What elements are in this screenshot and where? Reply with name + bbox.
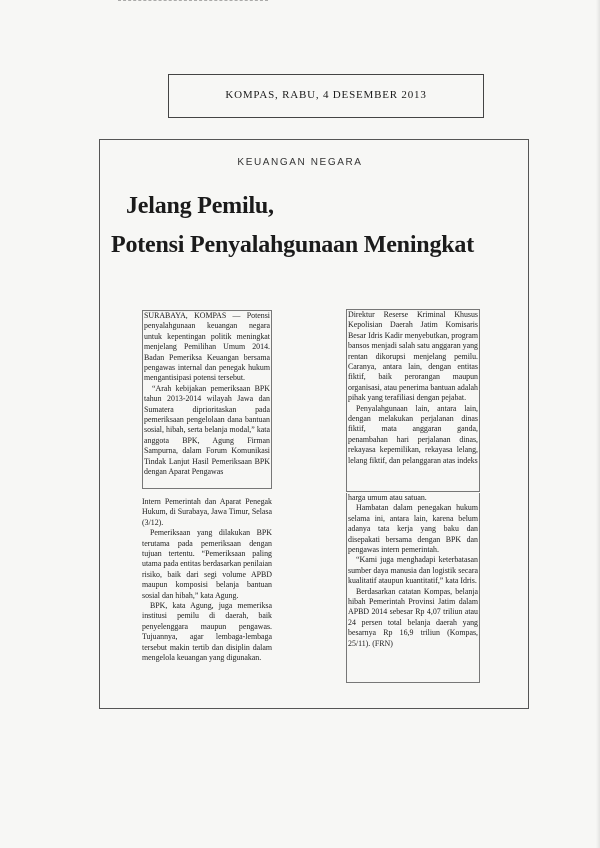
paragraph: BPK, kata Agung, juga memeriksa institusi pemilu di daerah, baik penyelenggara maupun pengawas. Tujuannya, agar lembaga-lembaga tersebut makin tertib dan disiplin dalam mengelola keuangan yang digunakan. — [142, 601, 272, 663]
dateline-box — [168, 74, 484, 118]
paragraph: SURABAYA, KOMPAS — Potensi penyalahgunaan keuangan negara untuk kepentingan politik meningkat menjelang Pemilihan Umum 2014. Badan Pemeriksa Keuangan bersama pengawas internal dan penegak hukum mengantisipasi potensi tersebut. — [144, 311, 270, 383]
paragraph: Penyalahgunaan lain, antara lain, dengan melakukan perjalanan dinas fiktif, mata anggaran ganda, penambahan hari perjalanan dinas, rekayasa kepemilikan, rekayasa lelang, lelang fiktif, dan pelanggaran atas indeks — [348, 403, 478, 465]
paragraph: Hambatan dalam penegakan hukum selama ini, antara lain, karena belum adanya tata kerja yang baku dan disepakati bersama dengan BPK dan pengawas intern pemerintah. — [348, 503, 478, 555]
paragraph: Pemeriksaan yang dilakukan BPK terutama pada pemeriksaan dengan tujuan tertentu. “Pemeriksaan paling utama pada entitas berdasarkan penilaian risiko, baik dari segi volume APBD maupun komposisi belanja bantuan sosial dan hibah,” kata Agung. — [142, 528, 272, 600]
article-column-2-top — [346, 309, 480, 492]
paragraph: “Kami juga menghadapi keterbatasan sumber daya manusia dan logistik secara kualitatif ataupun kuantitatif,” kata Idris. — [348, 555, 478, 586]
headline-line-2: Potensi Penyalahgunaan Meningkat — [111, 232, 474, 258]
paragraph: Berdasarkan catatan Kompas, belanja hibah Pemerintah Provinsi Jatim dalam APBD 2014 sebesar Rp 4,07 triliun atau 24 persen total belanja daerah yang besarnya Rp 16,9 triliun (Kompas, 25/11). (FRN) — [348, 586, 478, 648]
article-column-2-bottom — [346, 493, 480, 683]
paragraph: harga umum atau satuan. — [348, 493, 427, 502]
headline-line-1: Jelang Pemilu, — [126, 193, 274, 219]
page-edge-shadow — [596, 0, 600, 848]
article-column-1-top — [142, 310, 272, 489]
dateline: KOMPAS, RABU, 4 DESEMBER 2013 — [225, 89, 427, 101]
paragraph: Direktur Reserse Kriminal Khusus Kepolisian Daerah Jatim Komisaris Besar Idris Kadir menyebutkan, program bansos menjadi salah satu anggaran yang rentan dikorupsi menjelang pemilu. Caranya, antara lain, dengan entitas fiktif, baik perorangan maupun organisasi, atau penerima bantuan adalah pihak yang terafiliasi dengan pejabat. — [348, 310, 478, 403]
scan-edge-mark — [118, 0, 268, 4]
article-column-1-bottom — [142, 497, 272, 664]
section-rubric: KEUANGAN NEGARA — [237, 157, 363, 168]
paragraph: Intern Pemerintah dan Aparat Penegak Hukum, di Surabaya, Jawa Timur, Selasa (3/12). — [142, 497, 272, 527]
paragraph: “Arah kebijakan pemeriksaan BPK tahun 2013-2014 wilayah Jawa dan Sumatera diprioritaskan pada pemeriksaan pengelolaan dana bantuan sosial, hibah, serta belanja modal,” kata anggota BPK, Agung Firman Sampurna, dalam Forum Komunikasi Tindak Lanjut Hasil Pemeriksaan BPK dengan Aparat Pengawas — [144, 383, 270, 477]
